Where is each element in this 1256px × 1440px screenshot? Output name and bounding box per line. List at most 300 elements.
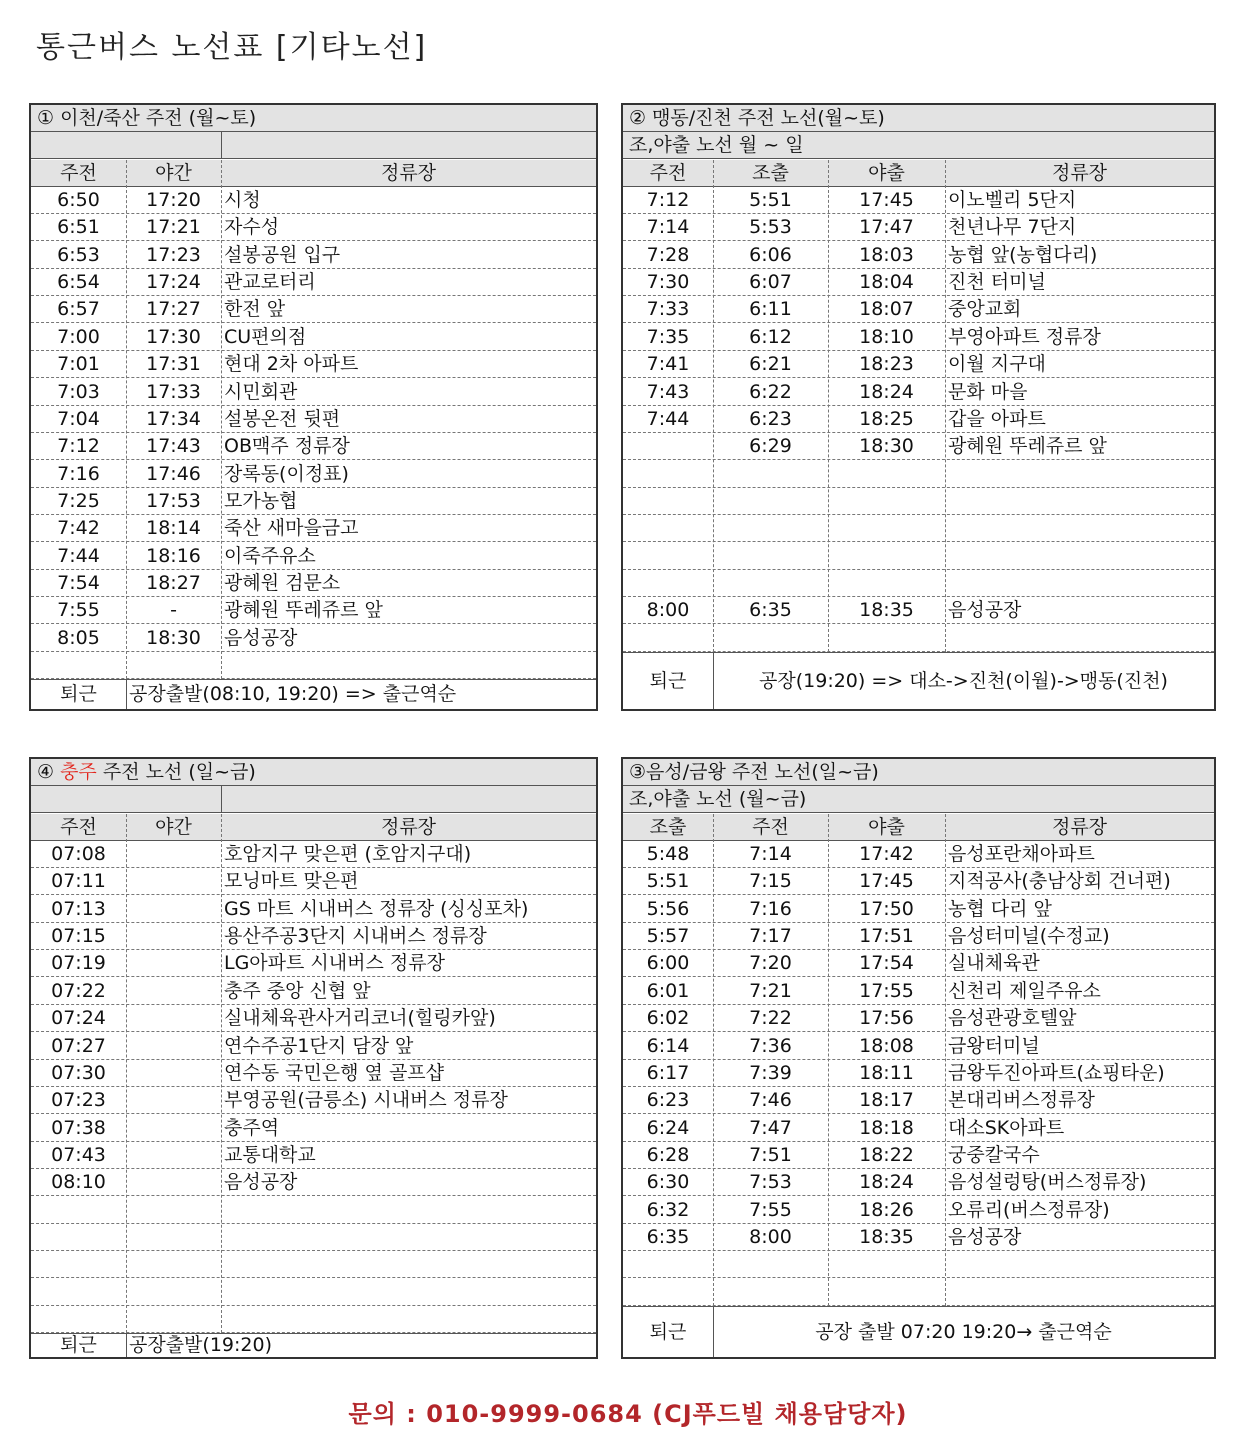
panel-subtitle-row [31,786,596,813]
stop-name: 오류리(버스정류장) [948,1198,1110,1221]
footer-label: 퇴근 [649,1321,687,1343]
column-divider [828,814,829,1306]
departure-time [126,1115,221,1141]
column-header: 정류장 [380,161,437,184]
column-header: 주전 [752,815,789,838]
departure-time: 18:17 [859,1089,914,1112]
table-row [623,488,1214,515]
stop-name: 시민회관 [224,380,298,403]
column-divider [221,160,222,680]
departure-time: 17:45 [859,870,914,893]
stop-name: 음성포란채아파트 [948,843,1095,866]
table-header-row [623,160,1214,187]
table-row [31,214,596,241]
stop-name: 관교로터리 [224,271,316,294]
departure-time: 7:20 [749,952,792,975]
table-row [31,978,596,1005]
departure-time [126,1306,221,1332]
table-row [31,896,596,923]
column-header: 정류장 [1051,161,1108,184]
departure-time: 7:42 [57,517,100,540]
table-row [623,1197,1214,1224]
departure-time: 7:35 [646,325,690,348]
departure-time: 17:51 [859,925,914,948]
table-row [31,1279,596,1306]
departure-time [623,625,713,651]
table-row [623,841,1214,868]
table-row [31,841,596,868]
column-divider [828,160,829,652]
departure-time [623,488,713,514]
stop-name: 설봉온전 뒷편 [224,407,341,430]
departure-time: 7:14 [749,843,792,866]
departure-time [623,461,713,487]
departure-time: 7:17 [749,925,792,948]
departure-time: - [170,599,177,622]
table-row [31,351,596,378]
table-row [31,461,596,488]
departure-time [713,570,828,596]
departure-time [126,1033,221,1059]
stop-name [945,488,1214,514]
stop-name: 지적공사(충남상회 건너편) [948,870,1171,893]
departure-time: 7:00 [57,325,100,348]
table-header-row [31,814,596,841]
departure-time: 17:27 [146,298,201,321]
departure-time: 17:46 [146,462,201,485]
stop-name: 신천리 제일주유소 [948,979,1101,1002]
departure-time: 7:14 [646,216,690,239]
footer-label: 퇴근 [649,670,687,692]
departure-time [126,978,221,1004]
departure-time: 7:44 [646,407,690,430]
departure-time: 07:43 [51,1143,106,1166]
departure-time: 7:16 [57,462,100,485]
table-row [623,1115,1214,1142]
stop-name: 설봉공원 입구 [224,243,341,266]
stop-name: 실내체육관사거리코너(힐링카앞) [224,1007,496,1030]
departure-time: 17:47 [859,216,914,239]
stop-name: 이죽주유소 [224,544,316,567]
departure-time: 18:07 [859,298,914,321]
table-row [31,242,596,269]
departure-time: 17:20 [146,189,201,212]
departure-time [31,652,126,678]
departure-time: 7:39 [749,1061,792,1084]
table-row [623,1142,1214,1169]
departure-time: 7:22 [749,1007,792,1030]
stop-name: 진천 터미널 [948,271,1046,294]
departure-time: 7:33 [646,298,690,321]
table-row [623,269,1214,296]
stop-name: 연수동 국민은행 옆 골프샵 [224,1061,445,1084]
column-divider [713,160,714,652]
stop-name: LG아파트 시내버스 정류장 [224,952,445,975]
departure-time: 7:46 [749,1089,792,1112]
departure-time: 7:15 [749,870,792,893]
departure-time: 17:56 [859,1007,914,1030]
departure-time: 6:22 [749,380,792,403]
table-row [623,1169,1214,1196]
departure-time: 07:30 [51,1061,106,1084]
stop-name: 충주 중앙 신협 앞 [224,979,371,1002]
departure-time: 7:25 [57,489,100,512]
panel-eumseong-geumwang [621,757,1216,1359]
stop-name: 금왕터미널 [948,1034,1040,1057]
departure-time: 18:03 [859,243,914,266]
departure-time [713,1251,828,1277]
departure-time: 18:22 [859,1143,914,1166]
departure-time [126,1005,221,1031]
stop-name: 부영아파트 정류장 [948,325,1101,348]
departure-time: 08:10 [51,1171,106,1194]
departure-time: 6:00 [646,952,690,975]
departure-time: 07:19 [51,952,106,975]
panel-title-suffix: 주전 노선 (일~금) [96,761,256,783]
panel-title: ② 맹동/진천 주전 노선(월~토) [629,107,885,129]
table-row [31,950,596,977]
column-header: 주전 [60,161,97,184]
departure-time [623,1279,713,1305]
departure-time [828,515,945,541]
stop-name: 한전 앞 [224,298,286,321]
table-row [31,868,596,895]
departure-time: 17:31 [146,353,201,376]
table-row [623,351,1214,378]
panel-title-row [623,105,1214,132]
departure-time: 6:21 [749,353,792,376]
table-row [31,1306,596,1333]
column-divider [945,160,946,652]
contact-info: 문의 : 010-9999-0684 (CJ푸드빌 채용담당자) [348,1400,908,1428]
departure-time [31,1197,126,1223]
panel-subtitle: 조,야출 노선 월 ~ 일 [629,134,804,157]
panel-title-highlight: 충주 [60,761,97,783]
table-row [623,1279,1214,1306]
departure-time: 18:11 [859,1061,914,1084]
departure-time [31,1306,126,1332]
departure-time: 18:14 [146,517,201,540]
departure-time: 07:27 [51,1034,106,1057]
departure-time: 6:23 [749,407,792,430]
table-row [623,1251,1214,1278]
column-header: 야출 [868,161,905,184]
stop-name [221,1279,596,1305]
table-row [31,269,596,296]
departure-time: 17:42 [859,843,914,866]
column-header: 야출 [868,815,905,838]
column-header: 주전 [60,815,97,838]
stop-name: 실내체육관 [948,952,1040,975]
stop-name: CU편의점 [224,325,307,348]
table-row [623,433,1214,460]
table-row [31,296,596,323]
column-header: 정류장 [380,815,437,838]
footer-row [31,679,596,709]
departure-time: 6:12 [749,325,792,348]
column-header: 야간 [155,815,192,838]
stop-name: 천년나무 7단지 [948,216,1077,239]
column-header: 조출 [649,815,687,838]
departure-time: 18:23 [859,353,914,376]
stop-name: 음성관광호텔앞 [948,1007,1077,1030]
departure-time: 7:44 [57,544,100,567]
table-row [31,1169,596,1196]
footer-row [623,1306,1214,1357]
departure-time: 7:04 [57,407,100,430]
table-row [31,187,596,214]
departure-time: 6:30 [646,1171,690,1194]
departure-time: 7:21 [749,979,792,1002]
departure-time: 07:23 [51,1089,106,1112]
table-row [623,1060,1214,1087]
stop-name [945,515,1214,541]
table-row [623,214,1214,241]
stop-name: 시청 [224,189,261,212]
departure-time [623,570,713,596]
departure-time: 6:23 [646,1089,690,1112]
stop-name [945,625,1214,651]
departure-time [713,1279,828,1305]
departure-time: 18:27 [146,571,201,594]
departure-time: 5:53 [749,216,792,239]
stop-name: 갑을 아파트 [948,407,1046,430]
stop-name [945,570,1214,596]
stop-name [221,1306,596,1332]
departure-time [126,923,221,949]
stop-name: 이월 지구대 [948,353,1046,376]
column-divider [221,814,222,1334]
table-row [31,1224,596,1251]
departure-time [31,1251,126,1277]
departure-time: 6:02 [646,1007,690,1030]
table-row [31,379,596,406]
departure-time: 17:30 [146,325,201,348]
departure-time: 17:43 [146,435,201,458]
departure-time [126,1169,221,1195]
departure-time: 18:30 [146,626,201,649]
departure-time: 6:24 [646,1116,690,1139]
departure-time [126,1279,221,1305]
departure-time [126,1142,221,1168]
departure-time [713,515,828,541]
footer-row [31,1333,596,1357]
table-row [31,433,596,460]
panel-subtitle-row [31,132,596,159]
departure-time [31,1224,126,1250]
stop-name: 음성공장 [224,626,298,649]
stop-name: 광혜원 뚜레쥬르 앞 [948,435,1107,458]
panel-title-prefix: ④ [37,761,61,783]
departure-time: 5:57 [646,925,690,948]
departure-time: 17:54 [859,952,914,975]
panel-title-row [623,759,1214,786]
stop-name: 이노벨리 5단지 [948,189,1077,212]
departure-time [713,488,828,514]
table-row [623,1033,1214,1060]
panel-subtitle-row [623,132,1214,159]
table-row [31,488,596,515]
table-row [623,950,1214,977]
departure-time: 6:17 [646,1061,690,1084]
departure-time: 07:11 [51,870,106,893]
stop-name: 문화 마을 [948,380,1028,403]
column-header: 조출 [752,161,789,184]
table-row [623,868,1214,895]
departure-time: 7:51 [749,1143,792,1166]
departure-time: 6:28 [646,1143,690,1166]
stop-name: OB맥주 정류장 [224,435,350,458]
table-row [623,461,1214,488]
departure-time: 7:55 [749,1198,792,1221]
table-row [623,242,1214,269]
departure-time [828,1251,945,1277]
departure-time [713,543,828,569]
stop-name: 농협 다리 앞 [948,897,1052,920]
table-row [623,978,1214,1005]
footer-text: 공장(19:20) => 대소->진천(이월)->맹동(진천) [759,670,1168,692]
departure-time: 7:03 [57,380,100,403]
panel-title-row [31,105,596,132]
departure-time [126,1197,221,1223]
departure-time [126,950,221,976]
departure-time: 07:24 [51,1007,106,1030]
table-row [31,652,596,679]
table-row [623,570,1214,597]
departure-time [828,570,945,596]
departure-time: 7:41 [646,353,690,376]
departure-time: 6:54 [57,271,100,294]
departure-time: 17:23 [146,243,201,266]
stop-name: 장록동(이정표) [224,462,349,485]
departure-time: 7:01 [57,353,100,376]
table-row [31,543,596,570]
departure-time [126,841,221,867]
stop-name [221,1224,596,1250]
table-row [623,324,1214,351]
panel-title-row [31,759,596,786]
departure-time: 7:36 [749,1034,792,1057]
stop-name: 음성터미널(수정교) [948,925,1110,948]
footer-text: 공장출발(19:20) [129,1334,272,1357]
departure-time [828,488,945,514]
table-row [31,1033,596,1060]
departure-time: 7:16 [749,897,792,920]
table-row [623,923,1214,950]
departure-time: 18:24 [859,380,914,403]
table-row [31,923,596,950]
column-divider [126,814,127,1334]
stop-name [945,461,1214,487]
departure-time: 6:51 [57,216,100,239]
departure-time: 17:21 [146,216,201,239]
departure-time [126,652,221,678]
table-row [623,406,1214,433]
departure-time: 18:10 [859,325,914,348]
panel-icheon-juksan [29,103,598,711]
departure-time: 07:22 [51,979,106,1002]
stop-name: 본대리버스정류장 [948,1089,1095,1112]
stop-name: 음성공장 [948,1225,1022,1248]
stop-name: 모닝마트 맞은편 [224,870,359,893]
table-row [31,1142,596,1169]
departure-time: 6:14 [646,1034,690,1057]
departure-time [31,1279,126,1305]
departure-time: 07:13 [51,897,106,920]
stop-name: 음성설렁탕(버스정류장) [948,1171,1147,1194]
stop-name: 음성공장 [224,1171,298,1194]
table-row [31,1087,596,1114]
table-row [623,625,1214,652]
departure-time: 8:05 [57,626,100,649]
table-header-row [623,814,1214,841]
panel-subtitle: 조,야출 노선 (월~금) [629,788,807,811]
departure-time: 5:56 [646,897,690,920]
divider [221,132,222,158]
departure-time: 6:35 [749,599,792,622]
departure-time: 7:12 [57,435,100,458]
stop-name: 중앙교회 [948,298,1022,321]
departure-time: 6:29 [749,435,792,458]
table-row [623,896,1214,923]
departure-time: 6:57 [57,298,100,321]
panel-maengdong-jincheon [621,103,1216,711]
stop-name: 광혜원 뚜레쥬르 앞 [224,599,383,622]
panel-subtitle-row [623,786,1214,813]
panel-title: ③음성/금왕 주전 노선(일~금) [629,761,879,783]
column-header: 주전 [649,161,687,184]
departure-time: 07:08 [51,843,106,866]
departure-time: 18:04 [859,271,914,294]
stop-name [221,652,596,678]
table-row [31,625,596,652]
departure-time [623,515,713,541]
stop-name: 궁중칼국수 [948,1143,1040,1166]
departure-time: 17:55 [859,979,914,1002]
stop-name [945,1251,1214,1277]
stop-name: 죽산 새마을금고 [224,517,359,540]
departure-time: 6:11 [749,298,792,321]
departure-time: 7:43 [646,380,690,403]
departure-time: 6:35 [646,1225,690,1248]
departure-time: 18:35 [859,599,914,622]
stop-name: 자수성 [224,216,280,239]
departure-time [126,1060,221,1086]
column-divider [713,814,714,1306]
panel-title: ① 이천/죽산 주전 (월~토) [37,107,257,129]
panel-title [37,759,256,785]
footer-row [623,652,1214,709]
departure-time [828,625,945,651]
table-row [31,1197,596,1224]
departure-time: 6:32 [646,1198,690,1221]
departure-time: 8:00 [749,1225,792,1248]
stop-name: 음성공장 [948,599,1022,622]
table-row [31,570,596,597]
table-row [623,379,1214,406]
departure-time: 18:24 [859,1171,914,1194]
stop-name: 충주역 [224,1116,280,1139]
departure-time: 6:06 [749,243,792,266]
table-row [31,1251,596,1278]
table-row [31,1115,596,1142]
departure-time [126,896,221,922]
departure-time: 6:01 [646,979,690,1002]
departure-time: 17:53 [146,489,201,512]
stop-name [945,1279,1214,1305]
stop-name: 현대 2차 아파트 [224,353,359,376]
departure-time: 5:51 [646,870,690,893]
